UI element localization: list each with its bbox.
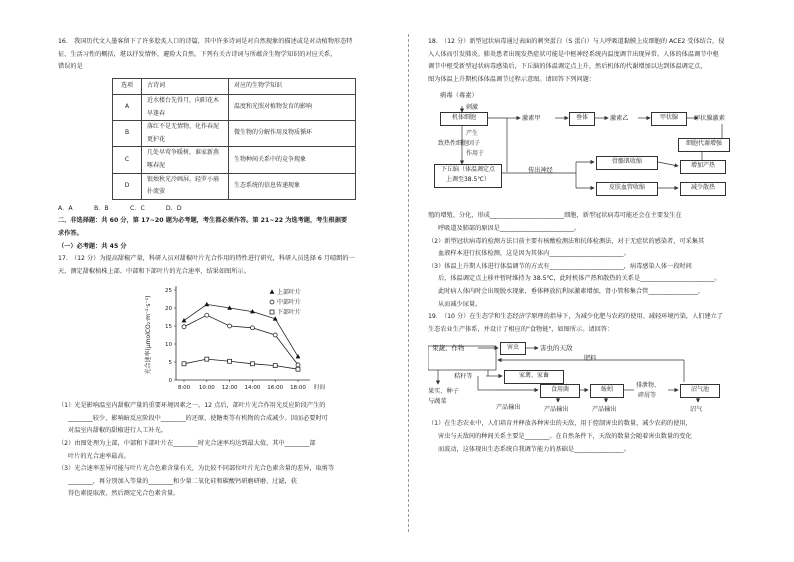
- q18-stem-line4: 图为体温上升期机体体温调节过程示意图。请回答下列问题：: [428, 75, 596, 83]
- output-label-2: 产品输出: [544, 406, 569, 414]
- q18-q1-line2: 呼吸道及肺部的原因是________________________。: [438, 224, 581, 232]
- option-d[interactable]: D．D: [165, 204, 182, 212]
- stimulus-label: 刺激: [466, 104, 479, 112]
- q18-q2-line1: （2）新型冠状病毒的检测方法目前主要有核酸检测法和抗体检测法，对于无症状的感染者，可采集其: [428, 237, 705, 245]
- q17-q3-line3: 得色素提取液，然后测定光合色素含量。: [68, 490, 180, 498]
- q18-q3-line1: （3）体温上升期人体进行体温调节的方式有________________________，病毒感染人体一段时间: [428, 262, 692, 270]
- q19-q1-line1: （1）在生态农业中，人们培育并释放各种害虫的天敌，用于控制害虫的数量，减少农药的使用，: [428, 420, 692, 428]
- row-knowledge: 生态系统的信息传递现象: [229, 173, 356, 199]
- q18-q2-line2: 血液样本进行抗体检测，这是因为其体内________________________。: [438, 250, 630, 258]
- option-c[interactable]: C．C: [129, 204, 145, 212]
- q17-q3-line2: ________，再分别加入等量的________和少量二氧化硅和碳酸钙研磨研磨、过滤，获: [68, 477, 297, 485]
- series-line-circle: [184, 315, 298, 365]
- q17-stem-line1: 17. （12 分）为提高甜椒产量，科研人员对甜椒叶片光合作用的特性进行研究，科研人员选择 6 月晴朗的一: [58, 255, 355, 263]
- right-column: [428, 36, 746, 456]
- q18-diagram: [432, 88, 732, 206]
- header-knowledge: 对应的生物学知识: [229, 78, 356, 94]
- hormone-b-label: 激素乙: [610, 115, 629, 123]
- x-tick-label: 8:00: [177, 385, 191, 392]
- y-tick-label: 0: [168, 378, 172, 385]
- hypothalamus-line2: 上调至38.5℃）: [445, 176, 491, 184]
- x-tick-label: 18:00: [290, 385, 306, 392]
- chart-layer: [144, 286, 326, 391]
- q19-diagram-arrows: [428, 338, 728, 416]
- y-tick-label: 25: [165, 288, 172, 295]
- q16-table-header: [113, 78, 356, 94]
- q19-q1-line3: 而波动，这体现出生态系统自我调节能力的基础是________________。: [438, 445, 630, 453]
- section2-subtitle: （一）必考题：共 45 分: [58, 242, 127, 250]
- section2-title-cont: 求作答。: [58, 229, 83, 237]
- q18-q3-line2: 后，体温调定点上移并暂时维持为 38.5℃，此时机体产热和散热的关系是________________________。: [438, 275, 721, 283]
- hypothalamus-line1: 下丘脑（体温调定点: [440, 166, 495, 174]
- legend-label: 上部叶片: [277, 289, 302, 297]
- heat-up-box: 增加产热: [680, 160, 726, 174]
- manure-label-1: 排泄物、: [636, 382, 661, 390]
- legend-label: 中部叶片: [277, 299, 302, 307]
- q19-stem-line2: 生态农业生产体系，并设计了相应的"食物链"，如图所示。请回答：: [428, 325, 614, 333]
- hormone-a-label: 激素甲: [522, 115, 541, 123]
- data-point-square: [228, 360, 232, 364]
- legend-marker-triangle: [270, 290, 275, 294]
- q16-stem-line2: 征、生活习性的概括，堪以抒发情怀，避险大自然。下列有关古诗词与所蕴含生物学知识的对应关系，: [58, 50, 337, 58]
- muscle-box: 骨骼肌收缩: [596, 156, 658, 170]
- output-label-1: 产品输出: [496, 404, 521, 412]
- q16-table: [112, 78, 356, 200]
- option-a[interactable]: A．A: [58, 204, 73, 212]
- fruit-label-2: 与蔬菜: [428, 398, 447, 406]
- data-point-square: [273, 364, 277, 368]
- q18-q3-line4: 从而减少尿量。: [438, 300, 482, 308]
- data-point-square: [250, 362, 254, 366]
- virus-label: 病毒（毒素）: [440, 92, 478, 100]
- y-tick-label: 10: [165, 342, 172, 349]
- fertilizer-label: 肥料: [584, 355, 597, 363]
- metabolism-box: 细胞代谢增强: [678, 138, 730, 152]
- row-poem: 落红不是无情物，化作春泥更护花: [142, 121, 229, 147]
- nerve-label: 传出神经: [528, 167, 553, 175]
- section2-title: 二、非选择题：共 60 分，第 17~20 题为必考题，考生都必须作答。第 21~22 为选考题，考生根据要: [58, 217, 348, 225]
- y-tick-label: 15: [165, 324, 172, 331]
- y-tick-label: 20: [165, 306, 172, 313]
- data-point-circle: [273, 333, 277, 337]
- data-point-square: [296, 367, 300, 371]
- data-point-circle: [296, 363, 300, 367]
- q17-q2-line1: （2）由图处理为上部，中部和下部叶片在________时光合速率均达到最大值，其中________部: [58, 440, 316, 448]
- row-knowledge: 温度和光照对植物发育的影响: [229, 94, 356, 120]
- q16-options: [58, 203, 380, 216]
- table-row: [113, 121, 356, 147]
- y-axis-label: 光合速率(μmolCO₂·m⁻²·s⁻¹): [145, 295, 152, 375]
- header-option: 选项: [113, 78, 142, 94]
- row-option: A: [113, 94, 142, 120]
- straw-label: 秸秆等: [454, 373, 473, 381]
- data-point-circle: [228, 324, 232, 328]
- row-poem: 银烛秋光冷画屏，轻罗小扇扑流萤: [142, 173, 229, 199]
- data-point-triangle: [204, 302, 209, 306]
- q17-stem-line2: 天，测定甜椒植株上部、中部和下部叶片的光合速率，结果如图所示。: [58, 267, 250, 275]
- row-poem: 几处早莺争暖树，谁家新燕啄春泥: [142, 147, 229, 173]
- q18-stem-line1: 18. （12 分）新型冠状病毒通过表面的刺突蛋白（S 蛋白）与人呼吸道黏膜上皮细胞的 ACE2 受体结合，侵: [428, 38, 725, 45]
- vessel-box: 皮肤血管收缩: [596, 182, 658, 196]
- row-poem: 近水楼台先得月，向阳花木早逢春: [142, 94, 229, 120]
- row-option: D: [113, 173, 142, 199]
- fungus-box: 食用菌: [540, 384, 580, 398]
- manure-label-2: 碎屑等: [638, 392, 657, 400]
- biogas-box: 沼气池: [680, 384, 720, 398]
- left-column: [58, 36, 380, 501]
- x-tick-label: 14:00: [244, 385, 261, 392]
- act-label: 作用于: [466, 150, 485, 158]
- data-point-circle: [205, 313, 209, 317]
- crops-label: 果蔬、作物: [432, 344, 465, 353]
- y-tick-label: 5: [168, 360, 172, 367]
- table-row: [113, 94, 356, 120]
- x-tick-label: 16:00: [267, 385, 284, 392]
- table-row: [113, 173, 356, 199]
- x-axis-label: 时间: [314, 385, 326, 392]
- worm-box: 蚯蚓: [590, 384, 624, 398]
- row-knowledge: 生物种间关系中的竞争现象: [229, 147, 356, 173]
- header-poem: 古诗词: [142, 78, 229, 94]
- option-b[interactable]: B．B: [93, 204, 109, 212]
- enemy-label: 害虫的天敌: [540, 344, 573, 353]
- immune-cell-box: 机体细胞: [440, 112, 488, 126]
- data-point-triangle: [182, 318, 187, 322]
- q17-q1-line2: ________较少，影响暗反应阶段中________的还原，使糖类等有机物的合成减少。因而必要时可: [68, 414, 328, 422]
- hypothalamus-box: [434, 164, 502, 188]
- q18-stem-line2: 入人体而引发肺炎。肺炎患者出现发热症状可能是中枢神经系统内温度调节出现异常。人体的体温调节中枢: [428, 50, 719, 58]
- q16-stem-line1: 16. 我国历代文人墨客留下了许多脍炙人口的诗篇，其中许多诗词是对自然现象的描述或是对动植物形态特: [58, 38, 353, 45]
- row-option: B: [113, 121, 142, 147]
- data-point-square: [182, 362, 186, 366]
- pest-box: 害虫: [500, 342, 526, 355]
- q18-q1-line1: 殖的增殖、分化，形成________________________细胞，新型冠状病毒可能还会在主要发生在: [428, 212, 682, 220]
- q19-diagram: [428, 338, 728, 416]
- data-point-triangle: [296, 354, 301, 358]
- pituitary-box: 垂体: [569, 112, 595, 126]
- produce-label: 产生: [466, 130, 479, 138]
- q18-stem-line3: 调节中枢受新型冠状病毒感染后，下丘脑的体温调定点上升，然后机体的代谢增加以达到体温调定点，: [428, 63, 707, 71]
- thyroid-box: 甲状腺: [651, 112, 687, 126]
- legend-marker-square: [270, 310, 274, 314]
- q16-stem-line3: 错误的是: [58, 63, 83, 71]
- q17-q1-line3: 对温室内甜椒的甜椒进行人工补光。: [68, 427, 167, 435]
- poultry-box: 家禽、家畜: [504, 370, 564, 384]
- q18-q3-line3: 此时病人体内时会出现脱水现象，垂体释放抗利尿激素增加，肾小管和集合管________________，: [438, 287, 705, 295]
- q17-q2-line2: 叶片的光合速率最高。: [68, 452, 130, 460]
- q17-q1-line1: （1）光是影响温室内甜椒产量的重要环境因素之一。12 点后，部叶片光合作用光反应阶段产生的: [58, 402, 326, 410]
- gas-label: 沼气: [690, 406, 703, 414]
- column-divider: [408, 34, 409, 532]
- fruit-label-1: 果实、种子: [428, 388, 459, 396]
- q17-chart: [140, 280, 340, 400]
- table-row: [113, 147, 356, 173]
- legend-label: 下部叶片: [277, 309, 302, 317]
- data-point-circle: [182, 325, 186, 329]
- pyrogen-label: 致热性细胞因子: [438, 140, 481, 148]
- thyroxine-label: 甲状腺激素: [694, 115, 725, 123]
- data-point-square: [205, 357, 209, 361]
- legend-marker-circle: [270, 300, 274, 304]
- output-label-3: 产品输出: [592, 406, 617, 414]
- x-tick-label: 12:00: [221, 385, 238, 392]
- q19-q1-line2: 害虫与天敌间的种间关系主要是________。在自然条件下，天敌的数量会随着害虫数量的变化: [438, 432, 692, 440]
- x-tick-label: 10:00: [198, 385, 215, 392]
- heat-down-box: 减少散热: [680, 182, 726, 196]
- row-option: C: [113, 147, 142, 173]
- series-line-square: [184, 359, 298, 369]
- row-knowledge: 微生物的分解作用及物质循环: [229, 121, 356, 147]
- q19-stem-line1: 19. （10 分）在生态学和生态经济学原理的指导下，为减少化肥与农药的使用、减轻环境污染，人们建立了: [428, 313, 724, 321]
- q17-q3-line1: （3）光合速率差异可能与叶片光合色素含量有关，为比较不同部位叶片光合色素含量的差异，取剪等: [58, 465, 335, 473]
- data-point-circle: [250, 326, 254, 330]
